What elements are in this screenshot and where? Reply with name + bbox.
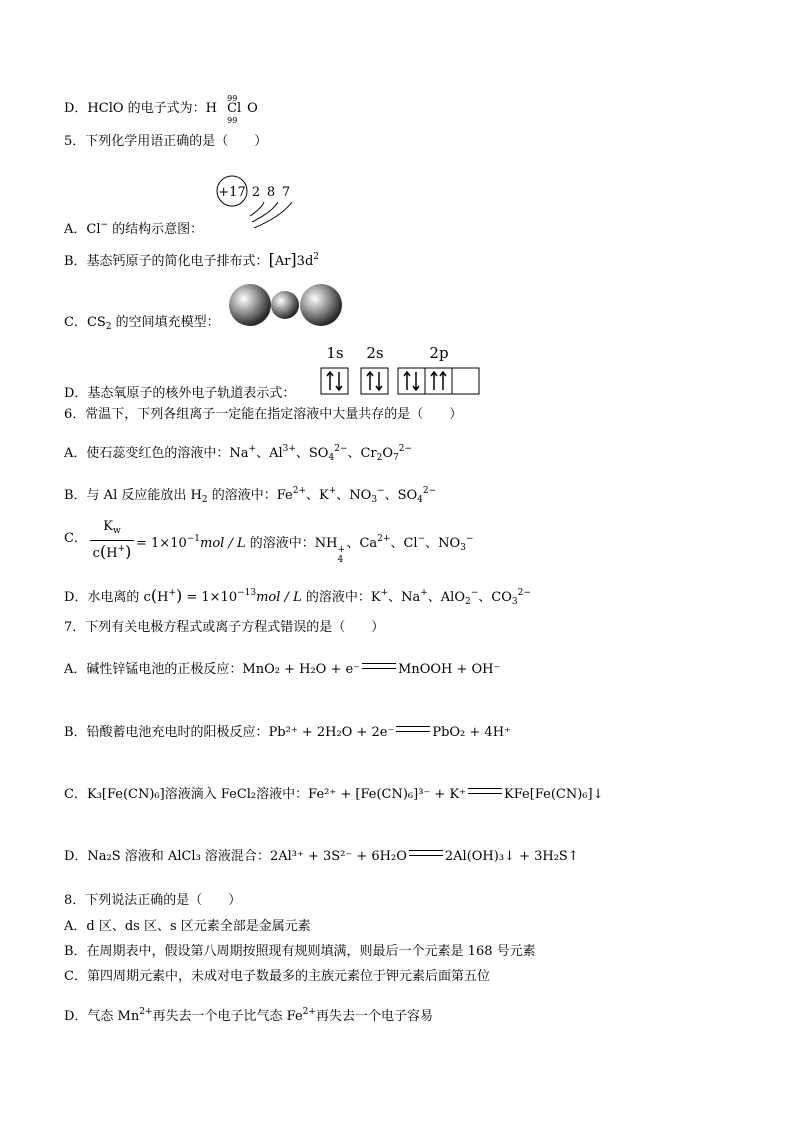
shell-arc-1	[250, 202, 264, 216]
oxygen-orbital-diagram	[316, 342, 486, 398]
q4d-h: H	[205, 101, 217, 116]
q8-option-c: C．第四周期元素中，未成对电子数最多的主族元素位于钾元素后面第五位	[64, 969, 490, 984]
q6d-unit: mol / L	[256, 590, 302, 605]
q6d-m2: 2−	[517, 588, 531, 598]
q6c-exp: −1	[186, 534, 201, 544]
q5-option-b: B．基态钙原子的简化电子排布式：$[Ar]3d^2$	[64, 250, 319, 269]
q6c-m: −	[417, 534, 426, 544]
q6c-n4: 4	[337, 555, 344, 565]
q6c-np: +	[337, 545, 346, 555]
q6a-sup4: 2−	[334, 444, 348, 454]
nucleus-label: +17	[218, 185, 246, 200]
q6-option-c	[136, 530, 474, 565]
shell-arc-3	[254, 202, 292, 228]
cs2-space-filling-model	[228, 283, 344, 327]
cl-structure-diagram	[212, 172, 302, 230]
q6d-p3: +	[420, 588, 428, 598]
q7a-rhs: MnOOH + OH⁻	[398, 662, 501, 677]
q5-option-d: D．基态氧原子的核外电子轨道表示式：	[64, 386, 296, 401]
q5-stem: 5．下列化学用语正确的是（ ）	[64, 134, 268, 149]
q6c-w: w	[113, 526, 121, 536]
q6c-t2: 、Ca	[346, 536, 378, 551]
q7-option-a	[64, 661, 500, 679]
q6c-kw: K	[103, 519, 113, 534]
q7b-label: B．铅酸蓄电池充电时的阳极反应：	[64, 725, 269, 740]
shell-3-label: 7	[281, 185, 291, 200]
q5b-d: 3d	[296, 254, 314, 269]
q7a-lhs: MnO₂ + H₂O + e⁻	[242, 662, 361, 677]
q6c-m2: −	[465, 534, 474, 544]
orbital-label-1s: 1s	[326, 344, 344, 362]
q5b-ar: Ar	[274, 254, 291, 269]
q5c-text1: C．CS	[64, 315, 106, 330]
q7d-rhs: 2Al(OH)₃↓ + 3H₂S↑	[444, 849, 579, 864]
q7b-rhs: PbO₂ + 4H⁺	[432, 725, 511, 740]
q4-option-d	[64, 94, 258, 125]
q6a-sup2: 3+	[282, 444, 296, 454]
q6d-m: −	[470, 588, 479, 598]
q7c-lhs: Fe²⁺ + [Fe(CN)₆]³⁻ + K⁺	[308, 787, 467, 802]
q8-option-b: B．在周期表中，假设第八周期按照现有规则填满，则最后一个元素是 168 号元素	[64, 944, 536, 959]
q6-option-d: D．水电离的 $c(H^+) = 1\times 10^{-13}mol / L$ 的溶液中：K+、Na+、AlO$_2$−、$CO_3^{2-}$	[64, 586, 531, 607]
q6-option-c-label: C．	[64, 531, 87, 546]
q6c-h: H	[106, 546, 118, 561]
q6b-s3: 3	[371, 495, 378, 505]
q6d-t2: 、Na	[388, 590, 421, 605]
q6d-rest: 的溶液中：K	[301, 590, 381, 605]
q7-stem: 7．下列有关电极方程式或离子方程式错误的是（ ）	[64, 620, 385, 635]
q6a-sub3: 4	[328, 453, 335, 463]
q4d-dots-bottom: 99	[227, 116, 238, 125]
q6c-unit: mol / L	[200, 536, 246, 551]
q6d-t1: D．水电离的 c	[64, 590, 151, 605]
q6d-p: +	[168, 588, 176, 598]
q5b-sup: 2	[313, 252, 319, 262]
q4d-prefix: D．HClO 的电子式为：	[64, 101, 206, 116]
orbital-label-2s: 2s	[366, 344, 384, 362]
q7-option-d	[64, 848, 579, 866]
q8-option-d	[64, 1003, 433, 1026]
q6c-fraction: $K_w$ c(H+)	[90, 518, 134, 562]
q6b-supm: −	[377, 486, 385, 496]
q5a-label: A．Cl	[64, 222, 101, 237]
q6b-s2: 2	[201, 495, 208, 505]
q6c-rest: 的溶液中：NH	[245, 536, 338, 551]
q6b-sup2: 2+	[292, 486, 306, 496]
q6d-p2: +	[380, 588, 389, 598]
q6c-t3: 、Cl	[390, 536, 418, 551]
q6d-t4: 、CO	[478, 590, 512, 605]
q6a-text: A．使石蕊变红色的溶液中：Na	[64, 446, 249, 461]
q6-stem: 6．常温下，下列各组离子一定能在指定溶液中大量共存的是（ ）	[64, 407, 463, 422]
q7d-lhs: 2Al³⁺ + 3S²⁻ + 6H₂O	[269, 849, 407, 864]
q5c-text2: 的空间填充模型：	[111, 315, 220, 330]
q6c-den: c	[92, 546, 100, 561]
q6d-three: 3	[511, 597, 518, 607]
q6b-t5: 、SO	[384, 488, 418, 503]
q6d-h: H	[157, 590, 169, 605]
q7c-label: C．K₃[Fe(CN)₆]溶液滴入 FeCl₂溶液中：	[64, 787, 309, 802]
q8-option-a: A．d 区、ds 区、s 区元素全部是金属元素	[64, 919, 311, 934]
q6c-n3: 3	[460, 543, 466, 553]
q5a-text: 的结构示意图：	[108, 222, 204, 237]
q4d-dots-top: 99	[227, 94, 238, 103]
orbital-label-2p: 2p	[429, 344, 449, 362]
q7a-label: A．碱性锌锰电池的正极反应：	[64, 662, 243, 677]
q7-option-c	[64, 786, 603, 804]
q6b-t2: 的溶液中：Fe	[207, 488, 293, 503]
q8d-t1: D．气态 Mn	[64, 1009, 140, 1024]
q6d-eq: = 1×10	[182, 590, 238, 605]
q6a-sup7: 2−	[398, 444, 413, 454]
q8d-sup2: 2+	[302, 1007, 316, 1017]
q5b-text: B．基态钙原子的简化电子排布式：	[64, 254, 269, 269]
q6a-sub6: 7	[393, 453, 399, 463]
q6b-supk: +	[328, 486, 337, 496]
q6a-sub5: 2	[376, 453, 383, 463]
q8d-t3: 再失去一个电子容易	[315, 1009, 433, 1024]
q6-option-b	[64, 482, 436, 509]
q7-option-b	[64, 724, 511, 742]
q6b-t4: 、NO	[336, 488, 372, 503]
q4d-cl: Cl	[227, 101, 242, 116]
q6-option-a: A．使石蕊变红色的溶液中：Na+、$Al^{3+}$、$SO_4^{2-}$、$Cr_2O_7^{2-}$	[64, 444, 413, 463]
q6c-ca: 2+	[377, 534, 391, 544]
q6d-t3: 、AlO	[427, 590, 466, 605]
q6a-sup1: +	[248, 444, 257, 454]
q8d-t2: 再失去一个电子比气态 Fe	[152, 1009, 303, 1024]
q6c-eq: = 1×10	[136, 536, 187, 551]
q5a-minus: −	[100, 220, 109, 230]
q4d-o: O	[247, 101, 258, 116]
q8-stem: 8．下列说法正确的是（ ）	[64, 893, 242, 908]
q5-option-c	[64, 314, 220, 336]
q5c-sub: 2	[105, 322, 112, 332]
q6b-s4: 4	[417, 495, 423, 505]
q6d-exp: −13	[237, 588, 257, 598]
q6b-t1: B．与 Al 反应能放出 H	[64, 488, 202, 503]
q6c-t4: 、NO	[425, 536, 461, 551]
q7c-rhs: KFe[Fe(CN)₆]↓	[504, 787, 604, 802]
q7b-lhs: Pb²⁺ + 2H₂O + 2e⁻	[268, 725, 395, 740]
q6b-sup4: 2−	[422, 486, 437, 496]
shell-2-label: 8	[266, 185, 276, 200]
shell-1-label: 2	[251, 185, 261, 200]
q5-option-a	[64, 216, 203, 239]
q6b-t3: 、K	[306, 488, 329, 503]
q8d-sup1: 2+	[139, 1007, 153, 1017]
q6d-two: 2	[465, 597, 471, 607]
q7d-label: D．Na₂S 溶液和 AlCl₃ 溶液混合：	[64, 849, 270, 864]
